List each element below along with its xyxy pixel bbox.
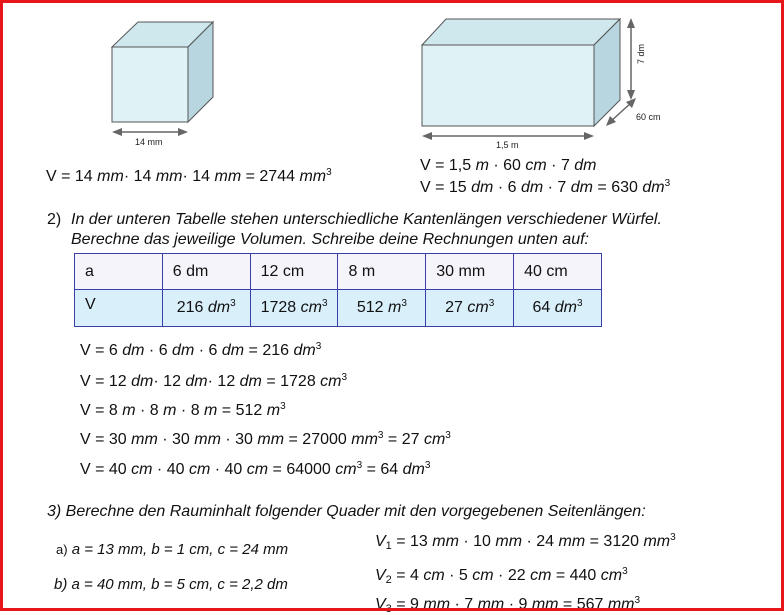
table-value-cell: 64 $dm^3$ bbox=[514, 290, 602, 327]
calculation-line: V = 40 cm · 40 cm · 40 cm = 64000 $cm^3 = 64$ $dm^3$ bbox=[80, 460, 431, 478]
task2-number: 2) bbox=[47, 211, 62, 228]
cuboid-depth-label: 60 cm bbox=[636, 112, 661, 122]
table-header-cell: 6 dm bbox=[162, 254, 250, 290]
table-value-cell: 216 $dm^3$ bbox=[162, 290, 250, 327]
task3-volume-3: $V_3 = 9$ mm · 7 mm · 9 mm = 567 $mm^3$ bbox=[375, 595, 641, 615]
calculation-line: V = 12 dm· 12 dm· 12 dm = 1728 $cm^3$ bbox=[80, 372, 348, 390]
table-header-cell: a bbox=[75, 254, 163, 290]
cuboid-height-label: 7 dm bbox=[636, 43, 646, 64]
task3-title: 3) Berechne den Rauminhalt folgender Quader mit den vorgegebenen Seitenlängen: bbox=[47, 503, 646, 520]
table-row-volume bbox=[75, 290, 602, 327]
cuboid-volume-formula-1: V = 1,5 m · 60 cm · 7 dm bbox=[420, 157, 597, 174]
cube-volume-table bbox=[74, 253, 602, 327]
task3-volume-2: $V_2 = 4$ cm · 5 cm · 22 cm = 440 $cm^3$ bbox=[375, 566, 628, 586]
table-value-cell: 1728 $cm^3$ bbox=[250, 290, 338, 327]
cuboid-volume-formula-2: V = 15 dm · 6 dm · 7 dm = 630 $dm^3$ bbox=[420, 178, 671, 196]
cube-figure bbox=[112, 22, 213, 136]
cube-edge-label: 14 mm bbox=[135, 137, 163, 147]
calculation-line: V = 6 dm · 6 dm · 6 dm = 216 $dm^3$ bbox=[80, 341, 322, 359]
calculation-line: V = 8 m · 8 m · 8 m = 512 $m^3$ bbox=[80, 401, 286, 419]
task3-item-b: b) a = 40 mm, b = 5 cm, c = 2,2 dm bbox=[54, 576, 288, 593]
task3-item-a: a) a = 13 mm, b = 1 cm, c = 24 mm bbox=[56, 541, 289, 558]
table-value-cell: 512 $m^3$ bbox=[338, 290, 426, 327]
cuboid-length-label: 1,5 m bbox=[496, 140, 519, 150]
task3-volume-1: $V_1 = 13$ mm · 10 mm · 24 mm = 3120 $mm^3$ bbox=[375, 532, 676, 552]
cube-volume-formula: V = 14 mm· 14 mm· 14 mm = 2744 $mm^3$ bbox=[46, 167, 332, 185]
figures bbox=[0, 0, 784, 160]
table-header-cell: 12 cm bbox=[250, 254, 338, 290]
cuboid-figure bbox=[422, 18, 636, 140]
table-row-edge bbox=[75, 254, 602, 290]
table-row-label: V bbox=[75, 290, 163, 327]
table-header-cell: 30 mm bbox=[426, 254, 514, 290]
table-header-cell: 40 cm bbox=[514, 254, 602, 290]
table-header-cell: 8 m bbox=[338, 254, 426, 290]
table-value-cell: 27 $cm^3$ bbox=[426, 290, 514, 327]
calculation-line: V = 30 mm · 30 mm · 30 mm = 27000 $mm^3 = 27$ $cm^3$ bbox=[80, 430, 451, 448]
task2-line1: In der unteren Tabelle stehen unterschiedliche Kantenlängen verschiedener Würfel. bbox=[71, 211, 662, 228]
task2-line2: Berechne das jeweilige Volumen. Schreibe deine Rechnungen unten auf: bbox=[71, 231, 589, 248]
